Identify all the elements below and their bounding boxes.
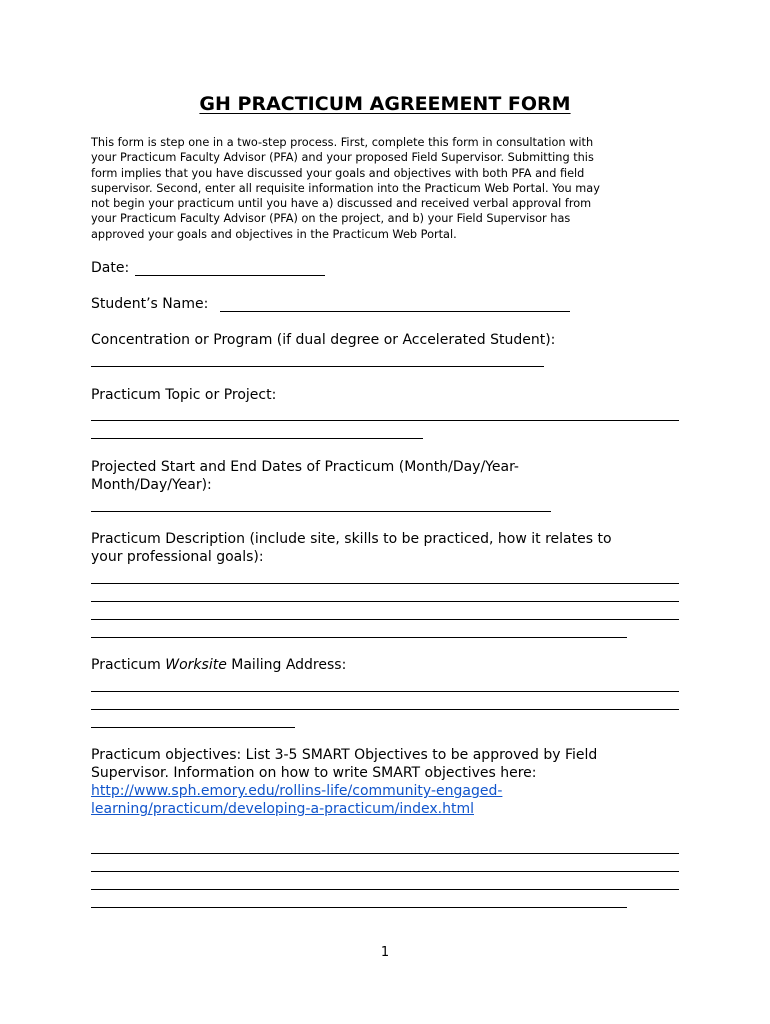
- address-label-suffix: Mailing Address:: [226, 657, 347, 673]
- address-label: [91, 656, 346, 674]
- address-label-prefix: Practicum: [91, 657, 166, 673]
- description-label: Practicum Description (include site, skills to be practiced, how it relates to: [91, 531, 612, 547]
- intro-line: approved your goals and objectives in the Practicum Web Portal.: [91, 227, 457, 241]
- student-name-field-line[interactable]: [220, 311, 570, 312]
- page-number: 1: [380, 945, 390, 960]
- intro-paragraph: [91, 135, 691, 242]
- objectives-field-line[interactable]: [91, 907, 627, 908]
- intro-line: supervisor. Second, enter all requisite information into the Practicum Web Portal. You may: [91, 181, 600, 195]
- description-label: your professional goals):: [91, 549, 264, 565]
- topic-field-line[interactable]: [91, 438, 423, 439]
- intro-line: This form is step one in a two-step process. First, complete this form in consultation with: [91, 136, 594, 149]
- objectives-field-line[interactable]: [91, 889, 679, 890]
- date-field-line[interactable]: [135, 275, 325, 276]
- student-name-label: Student’s Name:: [91, 296, 209, 312]
- dates-field-line[interactable]: [91, 511, 551, 512]
- objectives-label: Supervisor. Information on how to write SMART objectives here:: [91, 765, 537, 781]
- topic-field-line[interactable]: [91, 420, 679, 421]
- intro-line: your Practicum Faculty Advisor (PFA) and your proposed Field Supervisor. Submitting this: [91, 151, 594, 165]
- dates-label: Month/Day/Year):: [91, 477, 212, 493]
- concentration-field-line[interactable]: [91, 366, 544, 367]
- intro-line: your Practicum Faculty Advisor (PFA) on the project, and b) your Field Supervisor has: [91, 212, 571, 226]
- topic-label: Practicum Topic or Project:: [91, 387, 277, 403]
- intro-line: not begin your practicum until you have a) discussed and received verbal approval from: [91, 197, 592, 211]
- description-field-line[interactable]: [91, 601, 679, 602]
- smart-objectives-link[interactable]: http://www.sph.emory.edu/rollins-life/community-engaged-: [91, 783, 503, 799]
- date-label: Date:: [91, 260, 130, 276]
- address-label-italic: Worksite: [165, 657, 227, 673]
- description-field-line[interactable]: [91, 583, 679, 584]
- dates-label: Projected Start and End Dates of Practicum (Month/Day/Year-: [91, 459, 519, 475]
- smart-objectives-link[interactable]: learning/practicum/developing-a-practicum/index.html: [91, 801, 474, 817]
- description-field-line[interactable]: [91, 619, 679, 620]
- objectives-label: Practicum objectives: List 3-5 SMART Objectives to be approved by Field: [91, 747, 598, 763]
- intro-line: form implies that you have discussed your goals and objectives with both PFA and field: [91, 166, 585, 180]
- objectives-field-line[interactable]: [91, 853, 679, 854]
- address-field-line[interactable]: [91, 727, 295, 728]
- description-field-line[interactable]: [91, 637, 627, 638]
- objectives-field-line[interactable]: [91, 871, 679, 872]
- concentration-label: Concentration or Program (if dual degree or Accelerated Student):: [91, 332, 556, 348]
- form-title: GH PRACTICUM AGREEMENT FORM: [199, 93, 571, 115]
- address-field-line[interactable]: [91, 691, 679, 692]
- address-field-line[interactable]: [91, 709, 679, 710]
